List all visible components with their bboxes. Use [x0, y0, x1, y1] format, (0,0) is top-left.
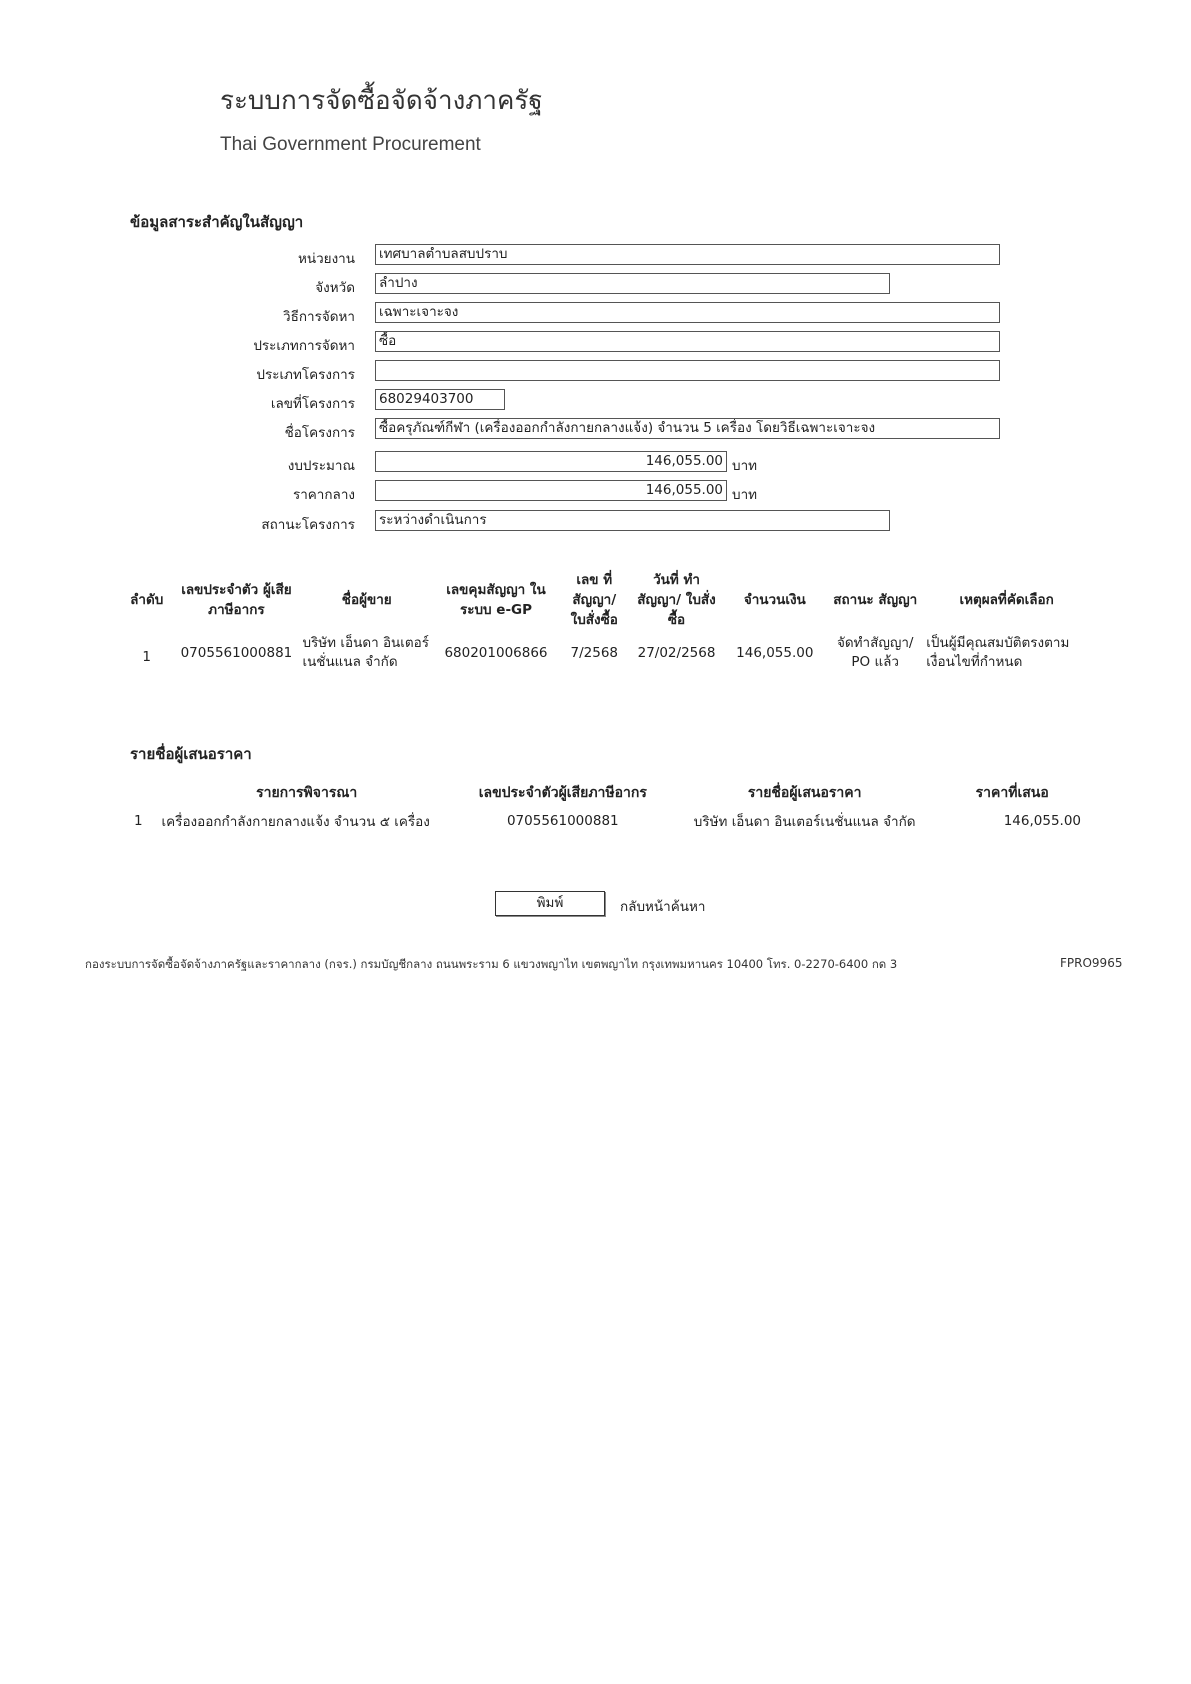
col-header-vendor: ชื่อผู้ขาย [341, 592, 392, 608]
field-label-agency: หน่วยงาน [297, 251, 355, 267]
cell-egp-no: 680201006866 [444, 644, 548, 661]
print-button[interactable]: พิมพ์ [495, 891, 605, 916]
table-row [120, 632, 1090, 674]
bidder-cell-item: เครื่องออกกำลังกายกลางแจ้ง จำนวน ๕ เครื่อง [161, 814, 430, 830]
col-header-tax-id: เลขประจำตัว ผู้เสียภาษีอากร [181, 582, 292, 618]
cell-contract-date: 27/02/2568 [637, 644, 716, 661]
bidders-table-header [130, 780, 1085, 806]
bidder-cell-name: บริษัท เอ็นดา อินเตอร์เนชั่นแนล จำกัด [693, 814, 916, 830]
field-value-project-type [375, 360, 1000, 381]
bidder-cell-no: 1 [134, 813, 143, 829]
contract-table-header [120, 568, 1090, 632]
cell-tax-id: 0705561000881 [180, 644, 293, 661]
footer-form-code: FPRO9965 [1060, 956, 1123, 970]
field-label-province: จังหวัด [315, 280, 355, 296]
col-header-contract-status: สถานะ สัญญา [833, 592, 918, 608]
field-unit-budget: บาท [732, 458, 758, 474]
field-unit-median-price: บาท [732, 487, 758, 503]
field-value-province: ลำปาง [375, 273, 890, 294]
system-subtitle: Thai Government Procurement [220, 134, 481, 155]
cell-vendor: บริษัท เอ็นดา อินเตอร์เนชั่นแนล จำกัด [302, 635, 430, 670]
cell-amount: 146,055.00 [736, 644, 814, 661]
col-header-contract-date: วันที่ ทำสัญญา/ ใบสั่งซื้อ [637, 572, 716, 628]
cell-contract-no: 7/2568 [570, 644, 619, 661]
field-value-procurement-type: ซื้อ [375, 331, 1000, 352]
col-header-no: ลำดับ [130, 592, 164, 608]
col-header-bidder-tax-id: เลขประจำตัวผู้เสียภาษีอากร [478, 785, 647, 801]
field-value-agency: เทศบาลตำบลสบปราบ [375, 244, 1000, 265]
col-header-contract-no: เลข ที่สัญญา/ ใบสั่งซื้อ [570, 572, 618, 628]
field-label-project-number: เลขที่โครงการ [270, 396, 355, 412]
field-label-procurement-method: วิธีการจัดหา [283, 309, 355, 325]
contract-info-heading: ข้อมูลสาระสำคัญในสัญญา [130, 213, 304, 231]
field-label-procurement-type: ประเภทการจัดหา [253, 338, 355, 354]
contract-table [120, 568, 1090, 674]
field-value-budget: 146,055.00 [375, 451, 727, 472]
field-label-project-name: ชื่อโครงการ [284, 425, 355, 441]
bidder-cell-price: 146,055.00 [1003, 813, 1081, 829]
bidder-cell-tax-id: 0705561000881 [506, 813, 619, 829]
col-header-amount: จำนวนเงิน [743, 592, 806, 608]
table-row [130, 806, 1085, 836]
cell-no: 1 [142, 648, 151, 665]
bidders-table [130, 780, 1085, 836]
col-header-item: รายการพิจารณา [256, 785, 358, 801]
col-header-egp-no: เลขคุมสัญญา ในระบบ e-GP [446, 582, 546, 618]
field-value-project-status: ระหว่างดำเนินการ [375, 510, 890, 531]
cell-contract-status: จัดทำสัญญา/ PO แล้ว [836, 635, 914, 670]
cell-reason: เป็นผู้มีคุณสมบัติตรงตาม เงื่อนไขที่กำหนด [926, 635, 1070, 670]
field-label-project-type: ประเภทโครงการ [256, 367, 355, 383]
field-label-median-price: ราคากลาง [292, 487, 355, 503]
field-label-budget: งบประมาณ [287, 458, 355, 474]
field-value-median-price: 146,055.00 [375, 480, 727, 501]
footer-address: กองระบบการจัดซื้อจัดจ้างภาครัฐและราคากลาง (กจร.) กรมบัญชีกลาง ถนนพระราม 6 แขวงพญาไท เขตพญาไท กรุงเทพมหานคร 10400 โทร. 0-2270-6400 กด 3 [85, 957, 898, 971]
col-header-reason: เหตุผลที่คัดเลือก [959, 592, 1054, 608]
bidders-heading: รายชื่อผู้เสนอราคา [130, 745, 252, 763]
field-value-project-number: 68029403700 [375, 389, 505, 410]
field-value-procurement-method: เฉพาะเจาะจง [375, 302, 1000, 323]
col-header-offered-price: ราคาที่เสนอ [975, 785, 1049, 801]
col-header-bidder-name: รายชื่อผู้เสนอราคา [747, 785, 862, 801]
system-title: ระบบการจัดซื้อจัดจ้างภาครัฐ [220, 86, 543, 116]
field-value-project-name: ซื้อครุภัณฑ์กีฬา (เครื่องออกกำลังกายกลางแจ้ง) จำนวน 5 เครื่อง โดยวิธีเฉพาะเจาะจง [375, 418, 1000, 439]
back-to-search-link[interactable]: กลับหน้าค้นหา [620, 899, 706, 915]
field-label-project-status: สถานะโครงการ [261, 517, 355, 533]
